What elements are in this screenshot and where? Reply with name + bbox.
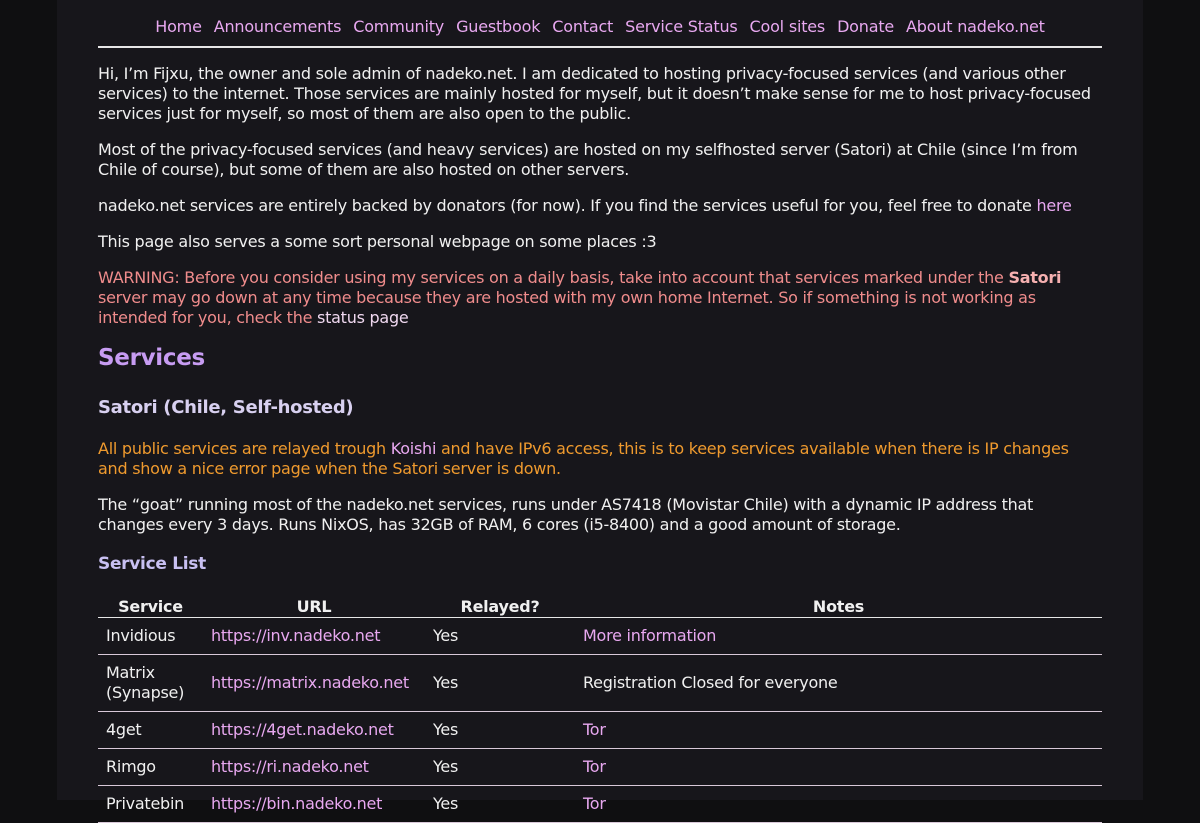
header-service: Service [98,595,203,618]
warning-text-1: WARNING: Before you consider using my services on a daily basis, take into account that services marked under the [98,268,1009,287]
header-url: URL [203,595,425,618]
donation-text: nadeko.net services are entirely backed by donators (for now). If you find the services useful for you, feel free to donate [98,196,1037,215]
warning-paragraph [98,268,1102,328]
nav-cool-sites[interactable]: Cool sites [749,17,826,36]
koishi-link[interactable]: Koishi [390,439,437,458]
nav-announcements[interactable]: Announcements [213,17,342,36]
more-information-link[interactable]: More information [575,618,1102,655]
relayed-value: Yes [425,786,575,823]
relayed-value: Yes [425,749,575,786]
service-name: Rimgo [98,749,203,786]
personal-page-paragraph: This page also serves a some sort personal webpage on some places :3 [98,232,657,251]
service-url-link[interactable]: https://4get.nadeko.net [203,712,425,749]
relayed-value: Yes [425,655,575,712]
tor-link[interactable]: Tor [575,712,1102,749]
service-name: 4get [98,712,203,749]
nav-service-status[interactable]: Service Status [625,17,738,36]
page-container [57,0,1143,813]
table-row [98,618,1102,655]
nav-home[interactable]: Home [155,17,202,36]
goat-paragraph: The “goat” running most of the nadeko.net services, runs under AS7418 (Movistar Chile) with a dynamic IP address that changes every 3 days. Runs NixOS, has 32GB of RAM, 6 cores (i5-8400) and a good amount of storage. [98,495,1034,534]
service-table [98,595,1102,823]
header-notes: Notes [575,595,1102,618]
table-row [98,786,1102,823]
nav-about[interactable]: About nadeko.net [906,17,1045,36]
service-url-link[interactable]: https://bin.nadeko.net [203,786,425,823]
status-page-link[interactable]: status page [317,308,409,327]
service-name: Matrix (Synapse) [98,655,203,712]
relayed-value: Yes [425,712,575,749]
table-header-row [98,595,1102,618]
servers-paragraph: Most of the privacy-focused services (and heavy services) are hosted on my selfhosted server (Satori) at Chile (since I’m from Chile of course), but some of them are also hosted on other servers. [98,140,1078,179]
relay-text-2: and have IPv6 access, this is to keep services available when there is IP changes and show a nice error page when the Satori server is down. [98,439,1069,478]
nav-guestbook[interactable]: Guestbook [456,17,541,36]
table-row [98,749,1102,786]
intro-paragraph: Hi, I’m Fijxu, the owner and sole admin of nadeko.net. I am dedicated to hosting privacy-focused services (and various other services) to the internet. Those services are mainly hosted for myself, but it doesn’t make sense for me to host privacy-focused services just for myself, so most of them are also open to the public. [98,64,1091,123]
service-url-link[interactable]: https://inv.nadeko.net [203,618,425,655]
donation-paragraph [98,196,1102,216]
header-relayed: Relayed? [425,595,575,618]
tor-link[interactable]: Tor [575,786,1102,823]
table-row [98,655,1102,712]
top-nav [98,0,1102,48]
relayed-value: Yes [425,618,575,655]
relay-notice [98,439,1102,479]
service-list-heading: Service List [98,554,206,574]
services-heading: Services [98,345,205,371]
nav-contact[interactable]: Contact [552,17,614,36]
main-column [98,0,1102,813]
donate-here-link[interactable]: here [1036,196,1072,215]
nav-community[interactable]: Community [353,17,445,36]
warning-text-2: server may go down at any time because they are hosted with my own home Internet. So if something is not working as intended for you, check the [98,288,1036,327]
service-notes: Registration Closed for everyone [575,655,1102,712]
relay-text-1: All public services are relayed trough [98,439,391,458]
warning-satori-bold: Satori [1008,268,1062,287]
service-url-link[interactable]: https://ri.nadeko.net [203,749,425,786]
table-row [98,712,1102,749]
service-name: Privatebin [98,786,203,823]
nav-donate[interactable]: Donate [837,17,895,36]
satori-heading: Satori (Chile, Self-hosted) [98,397,354,418]
service-url-link[interactable]: https://matrix.nadeko.net [203,655,425,712]
tor-link[interactable]: Tor [575,749,1102,786]
service-name: Invidious [98,618,203,655]
